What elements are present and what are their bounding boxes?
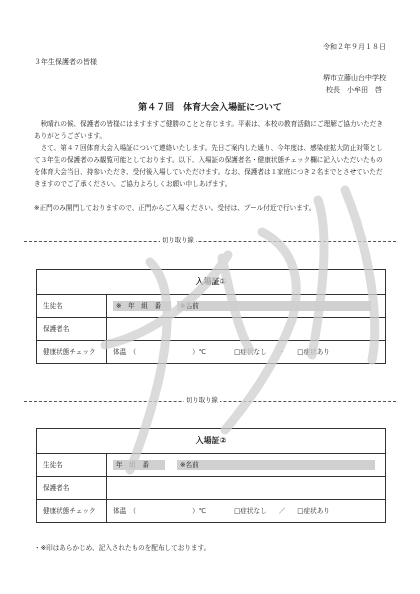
temperature-unit: ）℃ [192,347,207,356]
temperature-label: 体温 （ [113,347,137,356]
symptom-separator: ／ [278,506,286,515]
health-check-label: 健康状態チェック [37,341,107,364]
entry-ticket-1 [36,269,386,364]
health-check-label: 健康状態チェック [37,500,107,523]
letter-recipient: ３年生保護者の皆様 [34,58,97,66]
student-name-field: ※名前 [177,460,375,470]
guardian-name-label: 保護者名 [37,477,107,500]
page-title: 第４７回 体育大会入場証について [138,103,282,113]
letter-paragraph-2: さて、第４７回体育大会入場証について連絡いたします。先日ご案内した通り、今年度は、感染症拡大防止対策として３年生の保護者のみ観覧可能としております。以下、入場証の保護者名・健康状態チェック欄に記入いただいたものを体育大会当日、持参いただき、受付後入場していただけます。なお、保護者は１家庭につき２名までとさせていただきますのでご了承ください。ご協力よろしくお願い申しあげます。 [34,144,383,188]
school-name: 堺市立藤山台中学校 [323,74,386,82]
student-name-label: 生徒名 [37,295,107,318]
class-number-field: 年 組 番 [113,460,165,470]
letter-paragraph-1: 秋晴れの候、保護者の皆様にはますますご健勝のことと存じます。平素は、本校の教育活動にご理解ご協力いただきありがとうございます。 [34,120,383,140]
guardian-name-label: 保護者名 [37,318,107,341]
cut-line [24,241,396,242]
class-number-field: ※ 年 組 番 [113,301,171,311]
guardian-name-field[interactable] [107,477,386,500]
footnote: ・※印はあらかじめ、記入されたものを配布しております。 [34,544,211,552]
cut-line-label: 切り取り線 [186,396,218,404]
symptom-checkbox[interactable]: □症状あり [297,347,330,356]
no-symptom-checkbox[interactable]: □症状なし [234,506,267,515]
letter-date: 令和２年９月１８日 [323,43,386,51]
student-name-field: ※名前 [177,301,371,311]
ticket-heading: 入場証② [37,429,386,454]
ticket-heading: 入場証① [37,270,386,295]
principal-name: 校長 小牟田 啓 [326,86,382,94]
symptom-checkbox[interactable]: □症状あり [297,506,330,515]
cut-line-label: 切り取り線 [162,236,194,244]
student-name-label: 生徒名 [37,454,107,477]
letter-paragraph-3: ※正門のみ開門しておりますので、正門からご入場ください。受付は、プール付近で行います。 [34,204,316,212]
entry-ticket-2 [36,428,386,523]
no-symptom-checkbox[interactable]: □症状なし [234,347,267,356]
temperature-unit: ）℃ [192,506,207,515]
symptom-separator: ・ [278,347,286,356]
temperature-label: 体温 （ [113,506,137,515]
guardian-name-field[interactable] [107,318,386,341]
